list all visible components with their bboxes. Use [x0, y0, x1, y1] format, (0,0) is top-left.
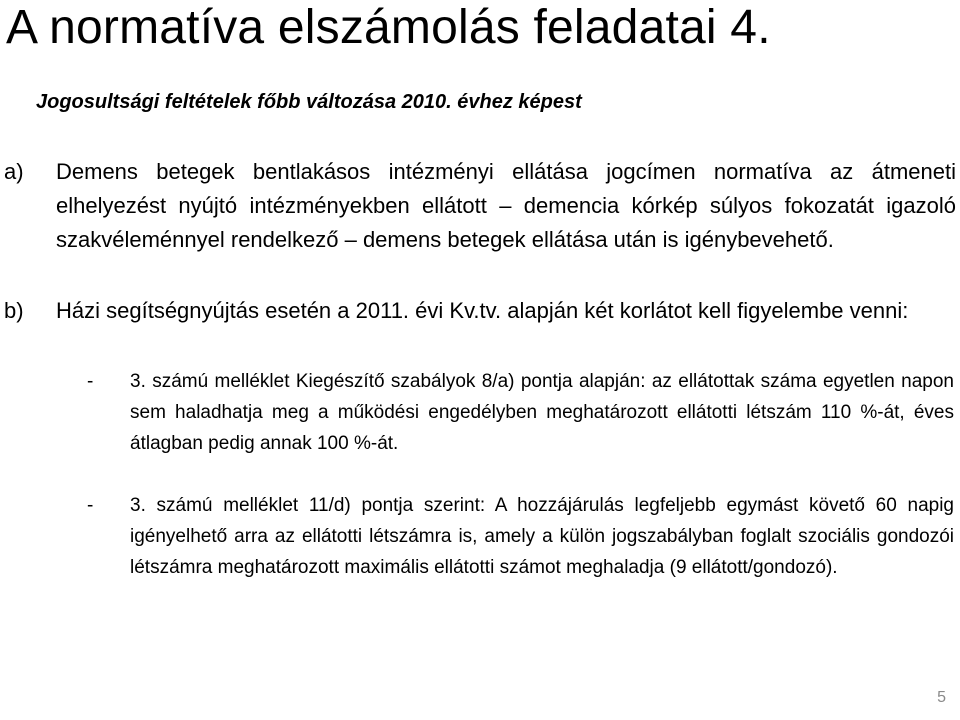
slide-subtitle: Jogosultsági feltételek főbb változása 2010. évhez képest	[36, 91, 582, 113]
sub-list-item-text: 3. számú melléklet Kiegészítő szabályok 8/a) pontja alapján: az ellátottak száma egyetlen napon sem haladhatja meg a működési engedélyben meghatározott ellátotti létszám 110 %-át, éves átlagban pedig annak 100 %-át.	[130, 371, 954, 454]
dash-marker: -	[87, 495, 94, 516]
page-number: 5	[937, 689, 946, 706]
list-item-text: Házi segítségnyújtás esetén a 2011. évi Kv.tv. alapján két korlátot kell figyelembe venni:	[56, 298, 909, 323]
list-item-text: Demens betegek bentlakásos intézményi ellátása jogcímen normatíva az átmeneti elhelyezést nyújtó intézményekben ellátott – demencia kórkép súlyos fokozatát igazoló szakvéleménnyel rendelkező – demens betegek ellátása után is igénybevehető.	[56, 159, 956, 252]
list-marker: a)	[4, 159, 24, 184]
slide-title: A normatíva elszámolás feladatai 4.	[6, 1, 771, 54]
dash-marker: -	[87, 371, 94, 392]
sub-list-item-text: 3. számú melléklet 11/d) pontja szerint: A hozzájárulás legfeljebb egymást követő 60 napig igényelhető arra az ellátotti létszámra is, amely a külön jogszabályban foglalt szociális gondozói létszámra meghatározott maximális ellátotti számot meghaladja (9 ellátott/gondozó).	[130, 495, 954, 578]
list-marker: b)	[4, 298, 24, 323]
